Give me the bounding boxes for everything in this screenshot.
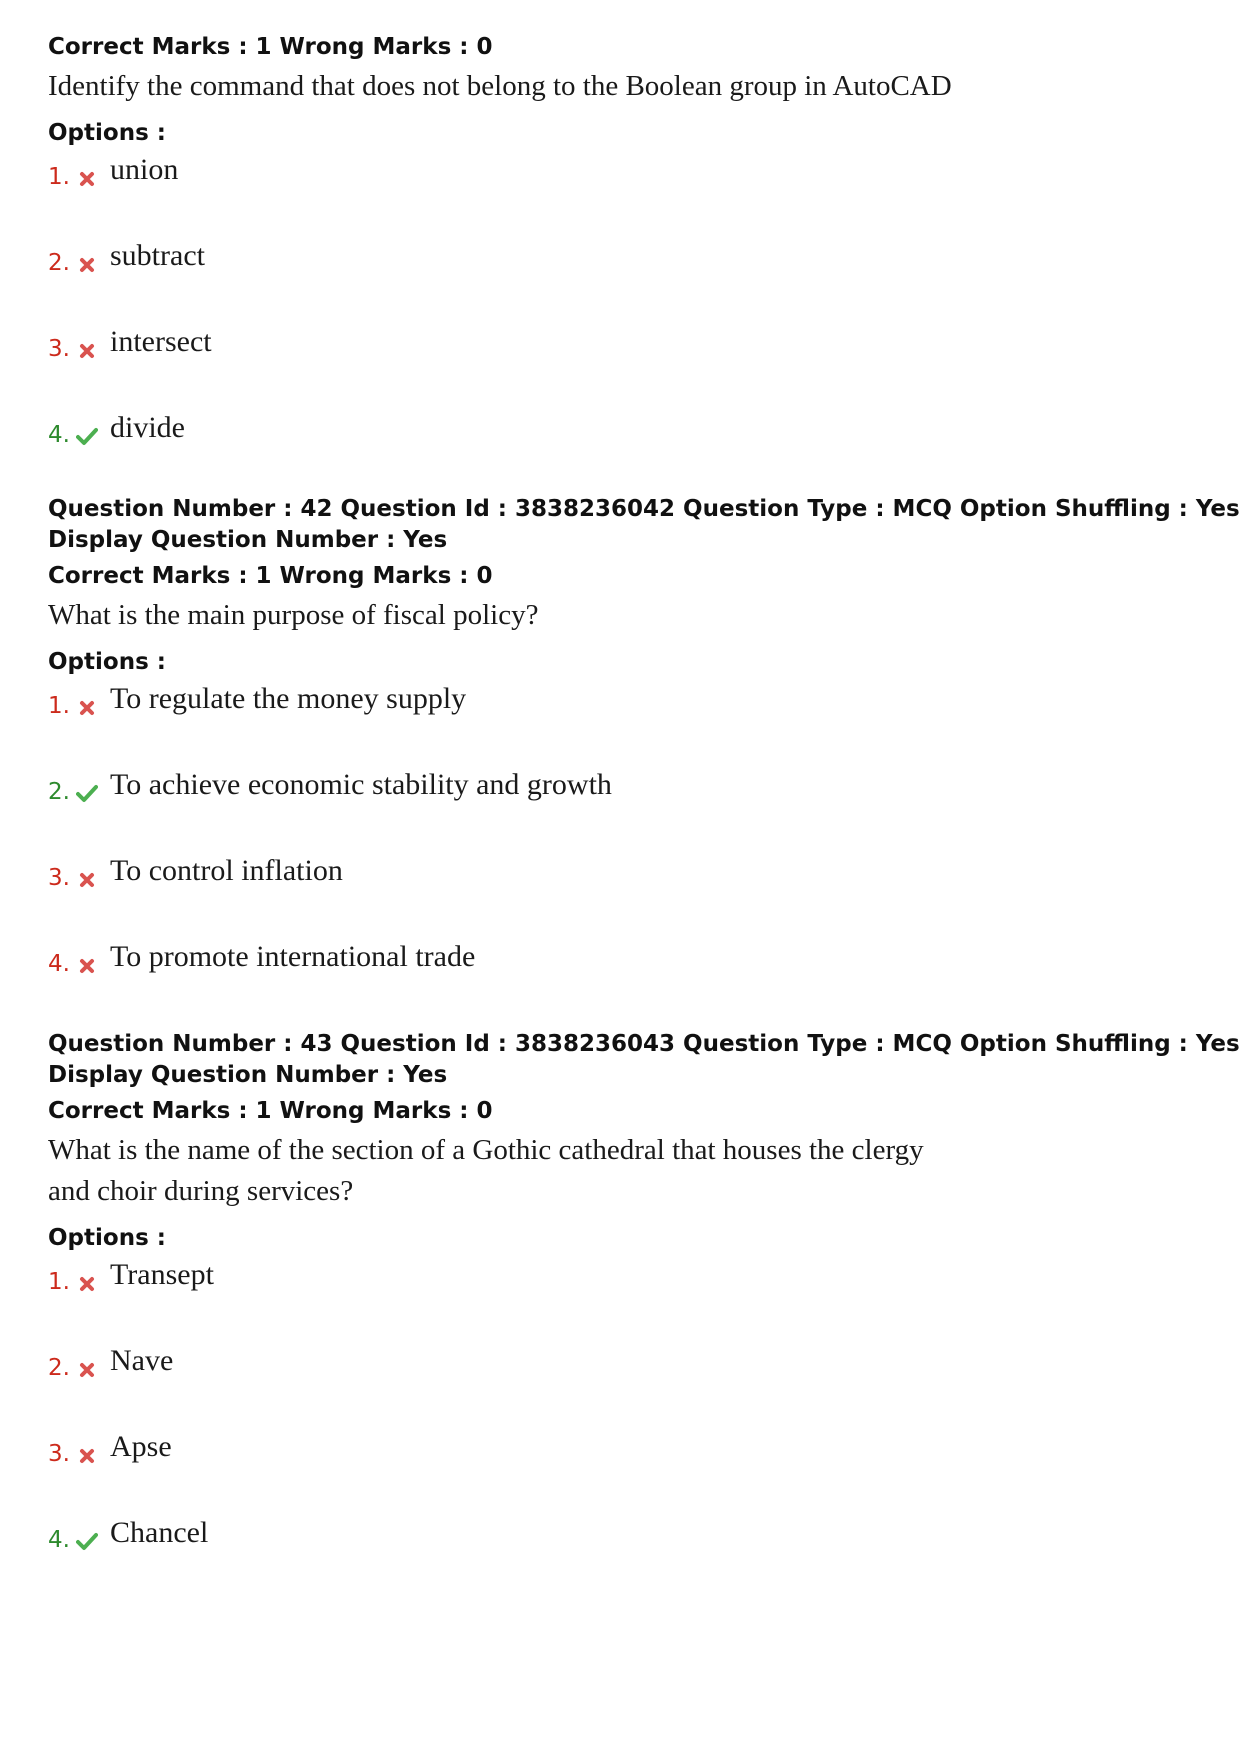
options-label: Options : (48, 1225, 166, 1251)
option-number: 2. (48, 250, 70, 276)
question-block-43 (48, 1027, 1240, 1599)
option-item (48, 1513, 1198, 1599)
display-question-number: Display Question Number : Yes (48, 1062, 448, 1088)
option-item (48, 236, 1198, 322)
cross-icon (76, 1353, 98, 1383)
cross-icon (76, 1267, 98, 1297)
question-text: Identify the command that does not belong to the Boolean group in AutoCAD (48, 70, 952, 102)
option-number: 3. (48, 865, 70, 891)
option-item (48, 408, 1198, 494)
options-list (48, 679, 1198, 1023)
option-text: subtract (110, 239, 205, 272)
option-text: To regulate the money supply (110, 682, 467, 715)
cross-icon (76, 334, 98, 364)
option-text: intersect (110, 325, 212, 358)
option-number: 4. (48, 422, 70, 448)
option-item (48, 322, 1198, 408)
options-list (48, 1255, 1198, 1599)
question-block-42 (48, 492, 1240, 1023)
option-text: To achieve economic stability and growth (110, 768, 612, 801)
option-text: To promote international trade (110, 940, 476, 973)
marks-line: Correct Marks : 1 Wrong Marks : 0 (48, 1098, 493, 1124)
display-question-number: Display Question Number : Yes (48, 527, 448, 553)
option-number: 3. (48, 1441, 70, 1467)
option-item (48, 937, 1198, 1023)
option-text: Transept (110, 1258, 214, 1291)
option-item (48, 765, 1198, 851)
question-text: What is the main purpose of fiscal policy? (48, 599, 539, 631)
options-list (48, 150, 1198, 494)
option-number: 1. (48, 164, 70, 190)
option-item (48, 1341, 1198, 1427)
option-text: To control inflation (110, 854, 343, 887)
marks-line: Correct Marks : 1 Wrong Marks : 0 (48, 34, 493, 60)
check-icon (76, 420, 98, 450)
option-item (48, 1255, 1198, 1341)
question-block-41 (48, 30, 1198, 494)
cross-icon (76, 162, 98, 192)
option-text: Chancel (110, 1516, 209, 1549)
check-icon (76, 1525, 98, 1555)
option-item (48, 150, 1198, 236)
check-icon (76, 777, 98, 807)
option-number: 2. (48, 779, 70, 805)
option-text: divide (110, 411, 185, 444)
option-number: 4. (48, 951, 70, 977)
option-item (48, 851, 1198, 937)
option-number: 4. (48, 1527, 70, 1553)
cross-icon (76, 1439, 98, 1469)
options-label: Options : (48, 649, 166, 675)
cross-icon (76, 863, 98, 893)
option-number: 1. (48, 1269, 70, 1295)
cross-icon (76, 949, 98, 979)
option-number: 1. (48, 693, 70, 719)
option-text: union (110, 153, 179, 186)
option-number: 3. (48, 336, 70, 362)
question-header: Question Number : 43 Question Id : 3838236043 Question Type : MCQ Option Shuffling : Yes (48, 1031, 1240, 1057)
question-header: Question Number : 42 Question Id : 3838236042 Question Type : MCQ Option Shuffling : Yes (48, 496, 1240, 522)
cross-icon (76, 691, 98, 721)
cross-icon (76, 248, 98, 278)
option-text: Apse (110, 1430, 172, 1463)
option-item (48, 679, 1198, 765)
option-item (48, 1427, 1198, 1513)
question-text: What is the name of the section of a Gothic cathedral that houses the clergy and choir during services? (48, 1134, 924, 1207)
option-text: Nave (110, 1344, 174, 1377)
options-label: Options : (48, 120, 166, 146)
option-number: 2. (48, 1355, 70, 1381)
marks-line: Correct Marks : 1 Wrong Marks : 0 (48, 563, 493, 589)
